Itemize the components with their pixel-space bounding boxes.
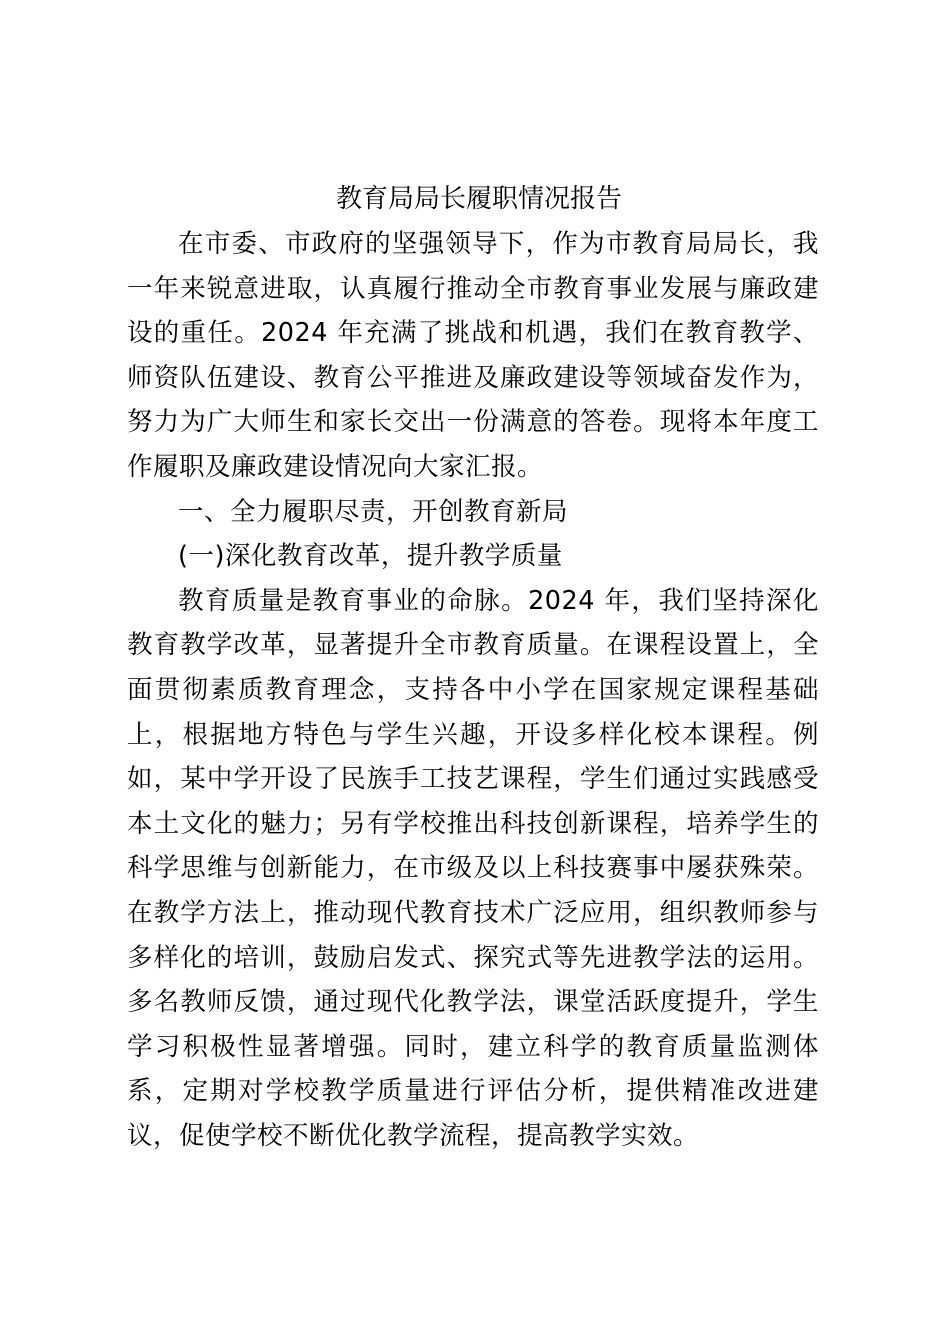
document-title: 教育局局长履职情况报告: [335, 184, 622, 214]
subsection-1-paragraph: 教育质量是教育事业的命脉。2024 年，我们坚持深化教育教学改革，显著提升全市教育质量。在课程设置上，全面贯彻素质教育理念，支持各中小学在国家规定课程基础上，根据地方特色与学生兴趣，开设多样化校本课程。例如，某中学开设了民族手工技艺课程，学生们通过实践感受本土文化的魅力；另有学校推出科技创新课程，培养学生的科学思维与创新能力，在市级及以上科技赛事中屡获殊荣。在教学方法上，推动现代教育技术广泛应用，组织教师参与多样化的培训，鼓励启发式、探究式等先进教学法的运用。多名教师反馈，通过现代化教学法，课堂活跃度提升，学生学习积极性显著增强。同时，建立科学的教育质量监测体系，定期对学校教学质量进行评估分析，提供精准改进建议，促使学校不断优化教学流程，提高教学实效。: [127, 585, 819, 1151]
intro-paragraph: 在市委、市政府的坚强领导下，作为市教育局局长，我一年来锐意进取，认真履行推动全市教育事业发展与廉政建设的重任。2024 年充满了挑战和机遇，我们在教育教学、师资队伍建设、教育公平推进及廉政建设等领域奋发作为，努力为广大师生和家长交出一份满意的答卷。现将本年度工作履职及廉政建设情况向大家汇报。: [127, 229, 819, 482]
subsection-heading-1: (一)深化教育改革，提升教学质量: [178, 541, 563, 572]
document-page: [127, 176, 819, 1158]
section-heading-1: 一、全力履职尽责，开创教育新局: [178, 496, 569, 527]
